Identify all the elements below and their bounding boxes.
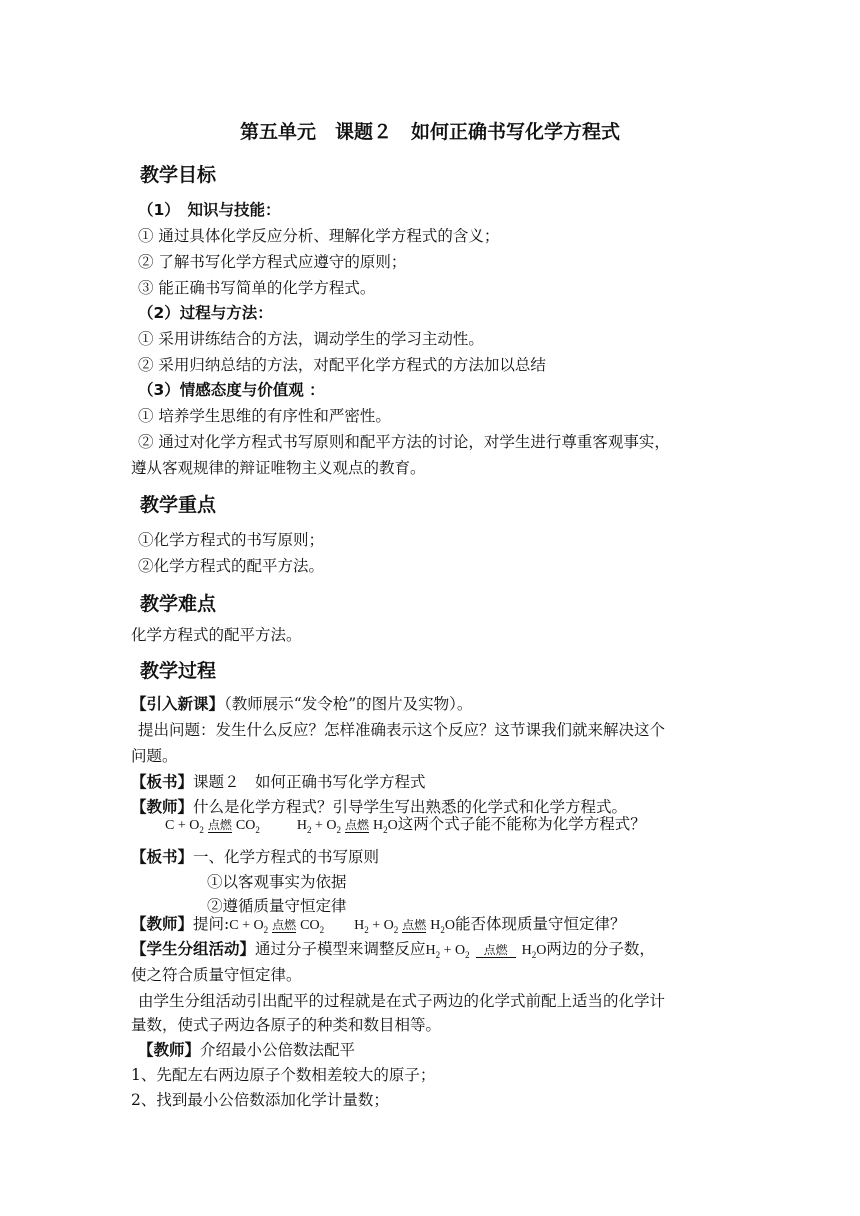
objective-item: ② 通过对化学方程式书写原则和配平方法的讨论，对学生进行尊重客观事实， bbox=[138, 433, 670, 451]
equation-question: 这两个式子能不能称为化学方程式？ bbox=[397, 815, 646, 833]
board-tag: 【板书】 bbox=[131, 773, 194, 791]
teacher-tag: 【教师】 bbox=[138, 1041, 201, 1059]
summary-line: 由学生分组活动引出配平的过程就是在式子两边的化学式前配上适当的化学计 bbox=[138, 992, 666, 1010]
key-point-item: ②化学方程式的配平方法。 bbox=[138, 557, 325, 575]
equation-line: $C + O_2$ 点燃 $CO_2$ $H_2 + O_2$ 点燃 $H_2O$这两个式子能不能称为化学方程式？ bbox=[165, 815, 646, 835]
teacher-suffix: 能否体现质量守恒定律？ bbox=[454, 915, 626, 933]
principle-item: ①以客观事实为依据 bbox=[207, 873, 347, 891]
teacher-tag: 【教师】 bbox=[131, 798, 194, 816]
reaction-condition: 点燃 bbox=[207, 818, 232, 832]
teacher-question-line bbox=[131, 912, 625, 935]
objective-item: ② 了解书写化学方程式应遵守的原则； bbox=[138, 253, 407, 271]
objective-item: ② 采用归纳总结的方法，对配平化学方程式的方法加以总结 bbox=[138, 356, 546, 374]
intro-tag: 【引入新课】 bbox=[131, 695, 225, 713]
section-heading-objectives: 教学目标 bbox=[140, 164, 217, 186]
board-text: 课题２ 如何正确书写化学方程式 bbox=[193, 773, 426, 791]
question-line: 问题。 bbox=[131, 747, 178, 765]
equation-inline: $H_2 + O_2$ 点燃 $H_2O$ bbox=[425, 943, 547, 960]
key-point-item: ①化学方程式的书写原则； bbox=[138, 531, 325, 549]
objective-attitude-label: （3）情感态度与价值观 ： bbox=[138, 381, 325, 399]
teacher-text: 什么是化学方程式？引导学生写出熟悉的化学式和化学方程式。 bbox=[193, 798, 628, 816]
intro-text: （教师展示“发令枪”的图片及实物）。 bbox=[224, 695, 473, 713]
reaction-condition: 点燃 bbox=[344, 818, 369, 832]
student-suffix: 两边的分子数， bbox=[546, 940, 655, 958]
section-heading-process: 教学过程 bbox=[140, 660, 217, 682]
board-tag: 【板书】 bbox=[131, 848, 194, 866]
question-line: 提出问题：发生什么反应？怎样准确表示这个反应？这节课我们就来解决这个 bbox=[138, 721, 666, 739]
section-heading-key-points: 教学重点 bbox=[140, 494, 217, 516]
teacher-tag: 【教师】 bbox=[131, 915, 194, 933]
board-line bbox=[131, 770, 426, 792]
page-title: 第五单元 课题２ 如何正确书写化学方程式 bbox=[239, 121, 620, 143]
objective-knowledge-label: （1） 知识与技能： bbox=[138, 201, 281, 219]
summary-line: 量数，使式子两边各原子的种类和数目相等。 bbox=[131, 1016, 442, 1034]
objective-item: ① 培养学生思维的有序性和严密性。 bbox=[138, 407, 391, 425]
objective-item: ① 采用讲练结合的方法，调动学生的学习主动性。 bbox=[138, 330, 484, 348]
difficulty-text: 化学方程式的配平方法。 bbox=[131, 626, 302, 644]
intro-line bbox=[131, 692, 472, 714]
principle-item: ②遵循质量守恒定律 bbox=[207, 897, 347, 915]
teacher-text: 介绍最小公倍数法配平 bbox=[200, 1041, 356, 1059]
student-activity-line bbox=[131, 937, 655, 960]
equation-inline: $C + O_2$ 点燃 $CO_2$ $H_2 + O_2$ 点燃 $H_2O$ bbox=[229, 918, 455, 935]
board-line bbox=[131, 845, 379, 867]
objective-item: 遵从客观规律的辩证唯物主义观点的教育。 bbox=[131, 459, 426, 477]
objective-item: ① 通过具体化学反应分析、理解化学方程式的含义； bbox=[138, 227, 500, 245]
step-item: 1、先配左右两边原子个数相差较大的原子； bbox=[131, 1066, 436, 1084]
objective-process-label: （2）过程与方法： bbox=[138, 304, 273, 322]
student-prefix: 通过分子模型来调整反应 bbox=[255, 940, 426, 958]
section-heading-difficulty: 教学难点 bbox=[140, 593, 217, 615]
teacher-line bbox=[138, 1038, 355, 1060]
student-tag: 【学生分组活动】 bbox=[131, 940, 256, 958]
objective-item: ③ 能正确书写简单的化学方程式。 bbox=[138, 279, 376, 297]
teacher-prefix: 提问: bbox=[193, 915, 230, 933]
board-text: 一、化学方程式的书写原则 bbox=[193, 848, 380, 866]
step-item: 2、找到最小公倍数添加化学计量数； bbox=[131, 1091, 389, 1109]
student-activity-line2: 使之符合质量守恒定律。 bbox=[131, 966, 302, 984]
